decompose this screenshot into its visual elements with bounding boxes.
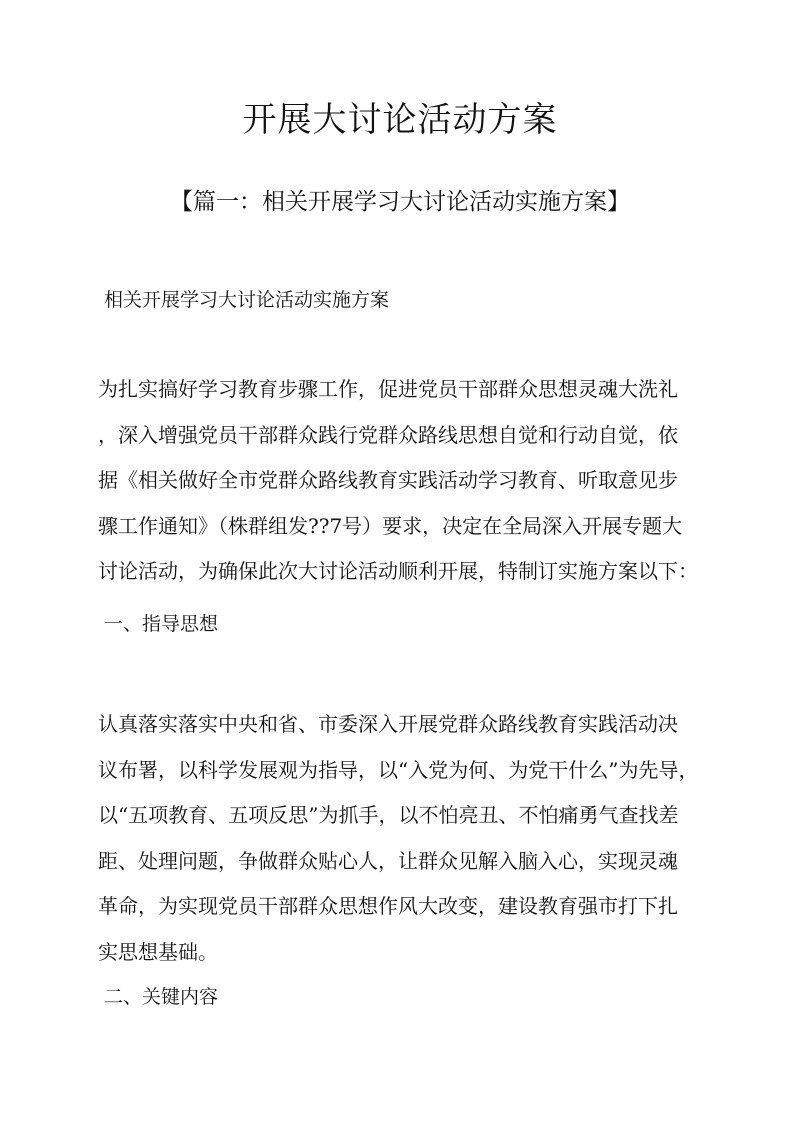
paragraph-line: 认真落实落实中央和省、市委深入开展党群众路线教育实践活动决	[98, 712, 678, 736]
paragraph-line: 议布署，以科学发展观为指导，以“入党为何、为党干什么”为先导，	[98, 757, 699, 782]
document-title: 开展大讨论活动方案	[242, 100, 558, 140]
paragraph-background	[98, 367, 708, 595]
paragraph-line: 据《相关做好全市党群众路线教育实践活动学习教育、听取意见步	[98, 468, 678, 492]
intro-heading: 相关开展学习大讨论活动实施方案	[104, 289, 390, 311]
paragraph-line: 实思想基础。	[98, 939, 218, 964]
paragraph-line: 讨论活动，为确保此次大讨论活动顺利开展，特制订实施方案以下：	[98, 559, 698, 583]
document-subtitle: 【篇一：相关开展学习大讨论活动实施方案】	[170, 189, 630, 215]
paragraph-line: 为扎实搞好学习教育步骤工作，促进党员干部群众思想灵魂大洗礼	[98, 377, 678, 401]
section-heading-key-content: 二、关键内容	[104, 986, 219, 1008]
section-heading-guiding-thought: 一、指导思想	[104, 613, 219, 635]
paragraph-line: 革命，为实现党员干部群众思想作风大改变，建设教育强市打下扎	[98, 894, 678, 918]
paragraph-line: 距、处理问题，争做群众贴心人，让群众见解入脑入心，实现灵魂	[98, 848, 678, 873]
paragraph-line: ，深入增强党员干部群众践行党群众路线思想自觉和行动自觉，依	[98, 422, 678, 447]
paragraph-guiding-thought	[98, 702, 708, 975]
paragraph-line: 以“五项教育、五项反思”为抓手，以不怕亮丑、不怕痛勇气查找差	[98, 803, 679, 827]
paragraph-line: 骤工作通知》（株群组发??7号）要求，决定在全局深入开展专题大	[98, 513, 683, 538]
